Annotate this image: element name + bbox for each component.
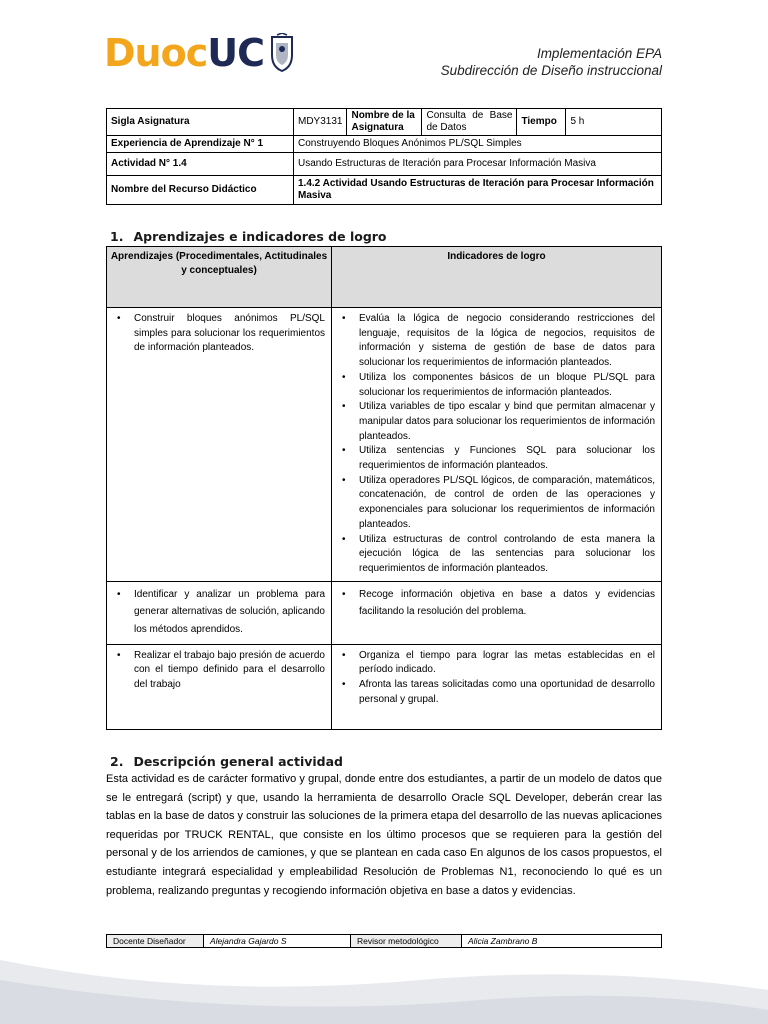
indicador-item: • Utiliza variables de tipo escalar y bind que permitan almacenar y manipular datos para solucionar los requerimientos de información planteados. <box>340 400 655 444</box>
revisor-label: Revisor metodológico <box>351 935 462 948</box>
table-row <box>107 581 662 644</box>
revisor-value: Alicia Zambrano B <box>462 935 662 948</box>
section-1-title: Aprendizajes e indicadores de logro <box>133 229 387 244</box>
info-row-experiencia <box>107 136 662 153</box>
indicadores-cell <box>332 644 662 729</box>
recurso-label: Nombre del Recurso Didáctico <box>107 176 294 205</box>
header-line-2: Subdirección de Diseño instruccional <box>440 63 662 78</box>
section-2-number: 2. <box>110 754 124 769</box>
actividad-label: Actividad N° 1.4 <box>107 153 294 176</box>
tiempo-label: Tiempo <box>517 109 566 136</box>
sigla-value: MDY3131 <box>294 109 347 136</box>
section-2-title: Descripción general actividad <box>133 754 343 769</box>
table-row <box>107 308 662 582</box>
aprendizaje-cell <box>107 581 332 644</box>
aprendizaje-cell <box>107 308 332 582</box>
indicador-item: • Recoge información objetiva en base a datos y evidencias facilitando la resolución del problema. <box>340 586 655 621</box>
aprendizaje-text: • Construir bloques anónimos PL/SQL simples para solucionar los requerimientos de información planteados. <box>115 312 325 356</box>
indicador-item: • Utiliza operadores PL/SQL lógicos, de comparación, matemáticos, concatenación, de control de orden de las operaciones y exponenciales para solucionar los requerimientos de información planteados. <box>340 474 655 533</box>
header-subtitle <box>441 45 662 79</box>
footer-row <box>107 935 662 948</box>
university-seal-icon <box>268 33 296 73</box>
info-row-actividad <box>107 153 662 176</box>
nombre-label: Nombre de la Asignatura <box>347 109 422 136</box>
aprendizaje-text: • Realizar el trabajo bajo presión de acuerdo con el tiempo definido para el desarrollo del trabajo <box>115 649 325 693</box>
col-aprendizajes-header <box>107 247 332 308</box>
table-row <box>107 644 662 729</box>
aprendizaje-cell <box>107 644 332 729</box>
sigla-label: Sigla Asignatura <box>107 109 294 136</box>
tiempo-value: 5 h <box>566 109 662 136</box>
actividad-value: Usando Estructuras de Iteración para Procesar Información Masiva <box>294 153 662 176</box>
col-indicadores-header <box>332 247 662 308</box>
logo-uc-text: UC <box>207 31 264 75</box>
col-indicadores-header-text: Indicadores de logro <box>447 251 546 262</box>
nombre-value: Consulta de Base de Datos <box>422 109 517 136</box>
indicador-item: • Organiza el tiempo para lograr las metas establecidas en el período indicado. <box>340 649 655 678</box>
indicador-item: • Utiliza los componentes básicos de un bloque PL/SQL para solucionar los requerimientos de información planteados. <box>340 371 655 400</box>
indicador-item: • Utiliza sentencias y Funciones SQL para solucionar los requerimientos de información planteados. <box>340 444 655 473</box>
indicators-header-row <box>107 247 662 308</box>
logo-duoc-text: Duoc <box>104 31 208 75</box>
indicadores-cell <box>332 308 662 582</box>
experiencia-value: Construyendo Bloques Anónimos PL/SQL Simples <box>294 136 662 153</box>
header-line-1: Implementación EPA <box>536 46 662 61</box>
activity-description: Esta actividad es de carácter formativo y grupal, donde entre dos estudiantes, a partir de un modelo de datos que se le entregará (script) y que, usando la herramienta de desarrollo Oracle SQL Developer, deberán crear las tablas en la base de datos y construir las soluciones de la primera etapa del desarrollo de las nuevas aplicaciones requeridas por TRUCK RENTAL, que consiste en los último procesos que se requieren para la gestión del personal y de los arriendos de camiones, y que se plantean en cada caso En algunos de los casos propuestos, el estudiante integrará especialidad y empleabilidad Resolución de Problemas N1, reconociendo lo qué es un problema, realizando preguntas y recogiendo información objetiva en base a datos y evidencias. <box>106 773 662 897</box>
indicador-item: • Afronta las tareas solicitadas como una oportunidad de desarrollo personal y grupal. <box>340 678 655 707</box>
info-row-recurso <box>107 176 662 205</box>
recurso-value: 1.4.2 Actividad Usando Estructuras de Iteración para Procesar Información Masiva <box>294 176 662 205</box>
docente-label: Docente Diseñador <box>107 935 204 948</box>
col-aprendizajes-header-text: Aprendizajes (Procedimentales, Actitudinales y conceptuales) <box>110 251 328 276</box>
docente-value: Alejandra Gajardo S <box>204 935 351 948</box>
section-1-number: 1. <box>110 229 124 244</box>
experiencia-label: Experiencia de Aprendizaje N° 1 <box>107 136 294 153</box>
aprendizaje-text: • Identificar y analizar un problema para generar alternativas de solución, aplicando los métodos aprendidos. <box>115 586 325 639</box>
learning-indicators-table <box>106 246 662 730</box>
info-row-sigla <box>107 109 662 136</box>
section-2-heading <box>110 754 343 769</box>
indicadores-cell <box>332 581 662 644</box>
indicador-item: • Evalúa la lógica de negocio considerando restricciones del lenguaje, requisitos de la lógica de negocios, requisitos de información y sistema de gestión de base de datos para solucionar los requerimientos de información planteados. <box>340 312 655 371</box>
indicador-item: • Utiliza estructuras de control controlando de esta manera la ejecución lógica de las sentencias para solucionar los requerimientos de información planteados. <box>340 533 655 577</box>
section-1-heading <box>110 229 387 244</box>
course-info-table <box>106 108 662 205</box>
duoc-uc-logo <box>104 30 296 76</box>
footer-credits-table <box>106 934 662 948</box>
